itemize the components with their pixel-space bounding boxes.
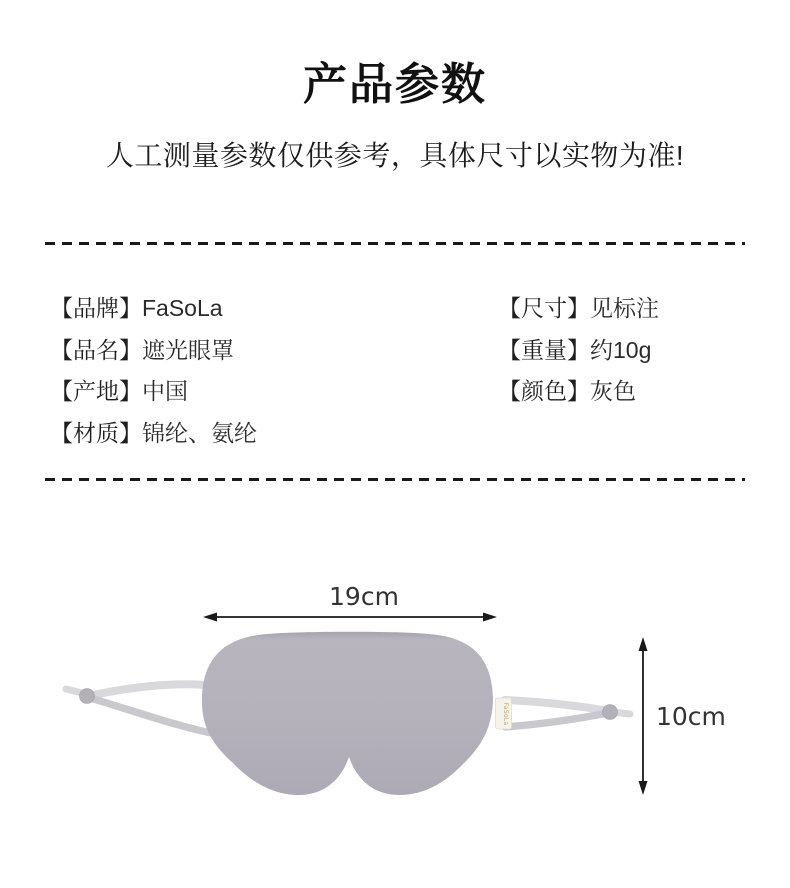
- spec-label: 【重量】: [498, 336, 590, 363]
- right-strap-bead: [603, 705, 618, 720]
- height-dimension-arrow: [639, 637, 648, 795]
- spec-label: 【颜色】: [498, 378, 590, 404]
- page-title: 产品参数: [303, 60, 487, 109]
- spec-label: 【尺寸】: [498, 295, 590, 321]
- height-dimension-label: 10cm: [656, 702, 726, 731]
- spec-label: 【产地】: [50, 378, 142, 404]
- spec-value: FaSoLa: [142, 295, 223, 321]
- spec-value: 锦纶、氨纶: [142, 419, 257, 446]
- brand-tag-text: FaSoLa: [502, 702, 509, 726]
- page-subtitle: 人工测量参数仅供参考，具体尺寸以实物为准!: [105, 140, 685, 171]
- brand-tag: [496, 698, 512, 729]
- spec-value: 见标注: [590, 295, 659, 321]
- spec-value: 约10g: [590, 336, 652, 363]
- spec-value: 遮光眼罩: [142, 336, 234, 363]
- left-strap-bead: [80, 689, 95, 704]
- spec-value: 中国: [142, 378, 188, 404]
- width-dimension-label: 19cm: [329, 582, 399, 611]
- width-dimension-arrow: [203, 613, 497, 622]
- eye-mask: [202, 632, 493, 795]
- spec-label: 【材质】: [50, 419, 142, 446]
- spec-label: 【品牌】: [50, 295, 142, 321]
- spec-value: 灰色: [590, 378, 636, 404]
- spec-label: 【品名】: [50, 336, 142, 363]
